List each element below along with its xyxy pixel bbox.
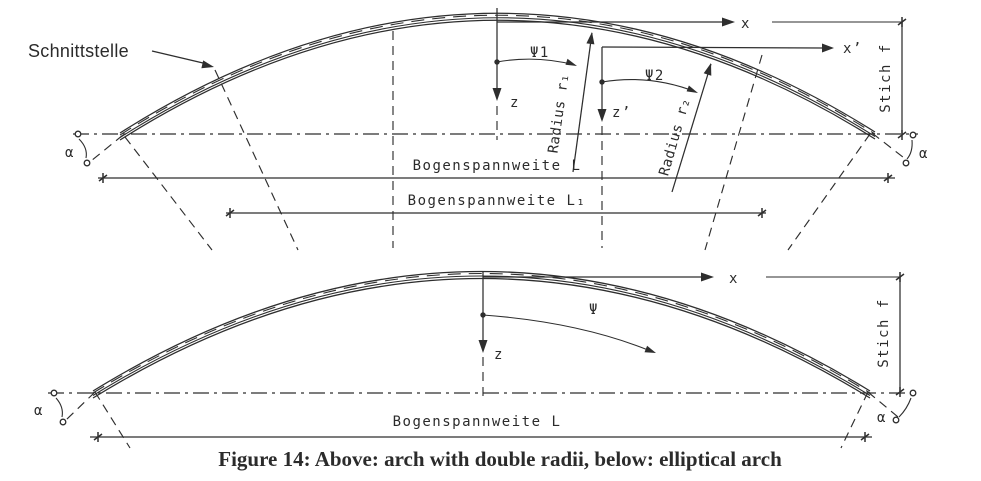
upper-psi2 bbox=[602, 68, 698, 93]
lower-left-springing-ray bbox=[95, 392, 130, 448]
lower-span-L-dimension bbox=[90, 414, 872, 442]
upper-alpha-left-label: α bbox=[65, 145, 75, 161]
upper-left-springing-ray bbox=[125, 137, 212, 250]
upper-arch-diagram bbox=[28, 8, 929, 250]
upper-span-L-label: Bogenspannweite L bbox=[412, 158, 582, 174]
upper-span-L1-dimension bbox=[226, 193, 766, 218]
lower-alpha-left-label: α bbox=[34, 403, 44, 419]
lower-psi-label: Ψ bbox=[589, 302, 599, 318]
schnittstelle-arrow-line bbox=[152, 51, 203, 63]
upper-axis-z-prime-label: z’ bbox=[612, 105, 632, 121]
lower-alpha-right bbox=[877, 390, 916, 426]
lower-axis-x-label: x bbox=[729, 271, 739, 287]
lower-psi bbox=[483, 302, 656, 353]
upper-span-L1-label: Bogenspannweite L₁ bbox=[407, 193, 587, 209]
upper-axis-z-prime bbox=[598, 47, 632, 248]
figure-caption: Figure 14: Above: arch with double radii, below: elliptical arch bbox=[218, 447, 782, 471]
upper-axis-z-label: z bbox=[510, 95, 520, 111]
upper-radius-r2-label: Radius r₂ bbox=[656, 96, 694, 178]
lower-arch-diagram bbox=[34, 271, 916, 448]
upper-alpha-left bbox=[65, 131, 90, 166]
upper-left-joint-ray bbox=[215, 70, 298, 250]
lower-alpha-right-label: α bbox=[877, 410, 887, 426]
upper-stich-dimension bbox=[878, 17, 906, 140]
upper-span-L-dimension bbox=[98, 158, 895, 183]
lower-arch bbox=[93, 272, 870, 399]
schnittstelle-callout bbox=[28, 41, 214, 68]
upper-axis-x-prime-label: x’ bbox=[843, 41, 863, 57]
upper-radius-r1 bbox=[546, 32, 595, 172]
lower-left-tangent-ray bbox=[66, 392, 95, 420]
upper-axis-z bbox=[493, 8, 520, 140]
upper-radius-r1-label: Radius r₁ bbox=[545, 72, 573, 155]
lower-stich-label: Stich f bbox=[876, 298, 892, 368]
upper-psi1 bbox=[497, 45, 577, 66]
upper-psi1-label: Ψ1 bbox=[530, 45, 550, 61]
upper-axis-x-label: x bbox=[741, 16, 751, 32]
upper-axis-x bbox=[497, 16, 902, 32]
lower-right-springing-ray bbox=[841, 392, 868, 448]
lower-stich-dimension bbox=[876, 272, 904, 397]
lower-axis-z-label: z bbox=[494, 347, 504, 363]
upper-right-joint-ray bbox=[705, 55, 762, 250]
lower-alpha-left bbox=[34, 390, 66, 425]
upper-axis-x-prime bbox=[602, 41, 863, 57]
lower-span-L-label: Bogenspannweite L bbox=[392, 414, 562, 430]
upper-alpha-right bbox=[903, 132, 929, 166]
upper-right-springing-ray bbox=[788, 134, 870, 250]
upper-alpha-right-label: α bbox=[919, 146, 929, 162]
upper-stich-label: Stich f bbox=[878, 43, 894, 113]
lower-axis-z bbox=[479, 272, 504, 396]
schnittstelle-arrow-icon bbox=[201, 60, 214, 68]
upper-left-tangent-ray bbox=[91, 135, 123, 161]
upper-psi2-label: Ψ2 bbox=[645, 68, 665, 84]
schnittstelle-label: Schnittstelle bbox=[28, 41, 129, 61]
